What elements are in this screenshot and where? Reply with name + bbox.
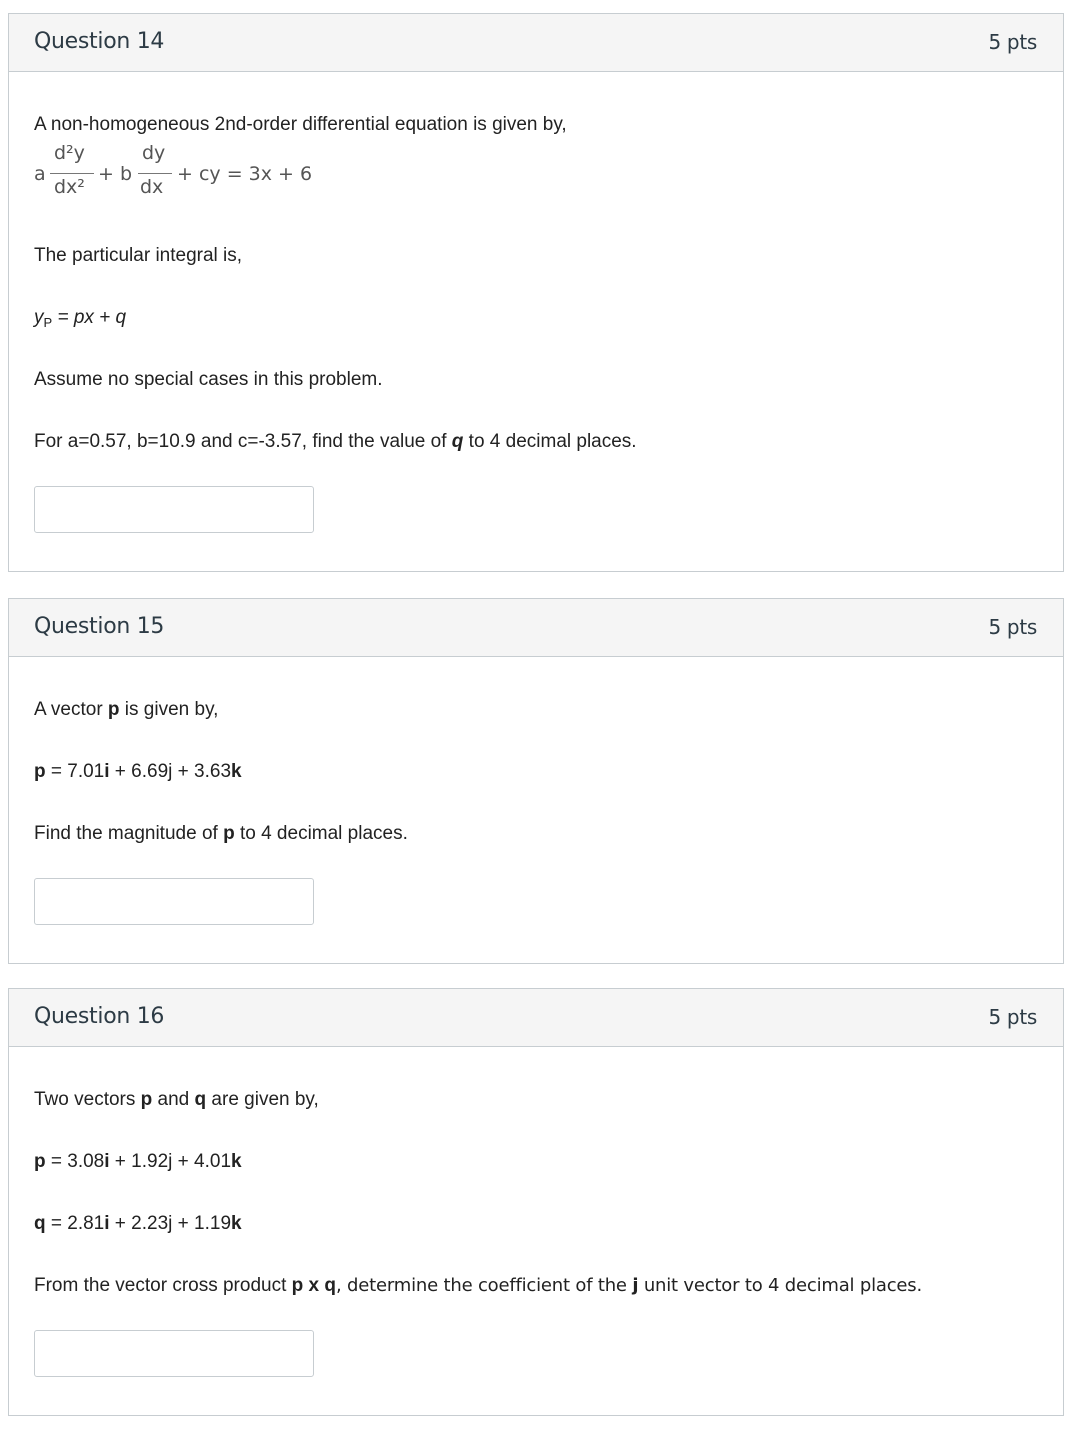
particular-integral-label: The particular integral is, bbox=[34, 245, 243, 266]
question-points: 5 pts bbox=[988, 1005, 1037, 1029]
eq-rest: + cy = 3x + 6 bbox=[177, 163, 313, 185]
question-title: Question 15 bbox=[34, 614, 165, 639]
fraction-bar bbox=[50, 173, 94, 174]
question-card-15 bbox=[8, 598, 1064, 964]
question-header bbox=[9, 989, 1063, 1047]
question-header bbox=[9, 599, 1063, 657]
question-points: 5 pts bbox=[988, 615, 1037, 639]
answer-input[interactable] bbox=[34, 486, 314, 533]
question-prompt: From the vector cross product p x q, determine the coefficient of the j unit vector to 4 decimal places. bbox=[34, 1275, 923, 1296]
question-intro: Two vectors p and q are given by, bbox=[34, 1089, 319, 1110]
answer-input[interactable] bbox=[34, 878, 314, 925]
particular-integral-formula: $y_P$ = px + q bbox=[34, 307, 127, 330]
eq-coef-a: a bbox=[34, 163, 46, 185]
eq-denominator-dx: dx bbox=[140, 176, 164, 198]
question-title: Question 16 bbox=[34, 1004, 165, 1029]
vector-p-definition: p = 3.08i + 1.92j + 4.01k bbox=[34, 1151, 242, 1172]
question-points: 5 pts bbox=[988, 30, 1037, 54]
question-card-14 bbox=[8, 13, 1064, 572]
differential-equation bbox=[34, 142, 334, 224]
eq-numerator-dy: dy bbox=[142, 142, 166, 164]
question-prompt: For a=0.57, b=10.9 and c=-3.57, find the value of q to 4 decimal places. bbox=[34, 431, 637, 452]
question-intro: A vector p is given by, bbox=[34, 699, 219, 720]
question-header bbox=[9, 14, 1063, 72]
fraction-bar bbox=[138, 173, 172, 174]
eq-numerator-d2y: d²y bbox=[54, 142, 85, 164]
answer-input[interactable] bbox=[34, 1330, 314, 1377]
question-title: Question 14 bbox=[34, 29, 165, 54]
eq-denominator-dx2: dx² bbox=[54, 176, 85, 198]
question-card-16 bbox=[8, 988, 1064, 1416]
assumption-text: Assume no special cases in this problem. bbox=[34, 369, 383, 390]
vector-q-definition: q = 2.81i + 2.23j + 1.19k bbox=[34, 1213, 242, 1234]
question-intro: A non-homogeneous 2nd-order differential equation is given by, bbox=[34, 114, 567, 135]
question-prompt: Find the magnitude of p to 4 decimal places. bbox=[34, 823, 408, 844]
eq-plus-b: + b bbox=[98, 163, 133, 185]
vector-p-definition: p = 7.01i + 6.69j + 3.63k bbox=[34, 761, 242, 782]
